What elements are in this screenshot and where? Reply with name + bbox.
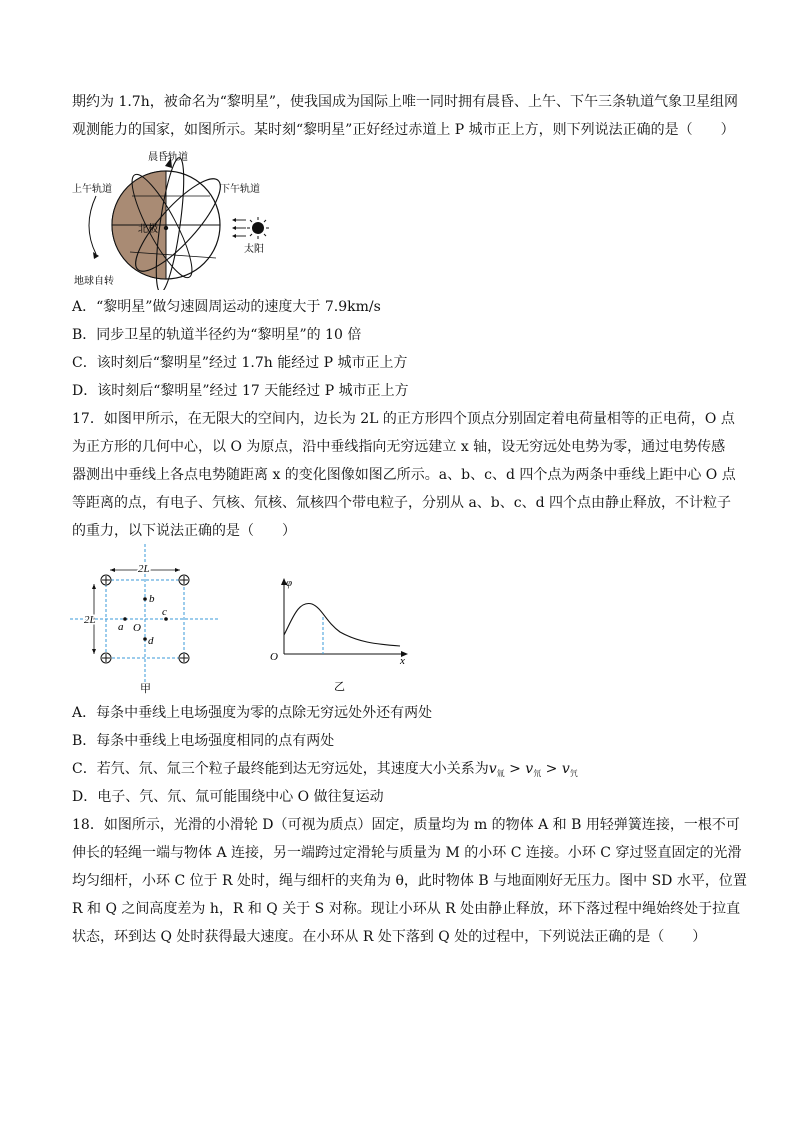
caption-jia: 甲	[140, 682, 151, 695]
q18-stem-line-5: 状态，环到达 Q 处时获得最大速度。在小环从 R 处下落到 Q 处的过程中，下列说法正确的是（ ）	[72, 929, 707, 945]
label-north-pole: 北极	[138, 224, 158, 235]
v-symbol: v	[561, 761, 570, 777]
q17-option-b: B．每条中垂线上电场强度相同的点有两处	[72, 733, 335, 749]
north-pole-dot	[164, 226, 168, 230]
q16-option-c: C．该时刻后“黎明星”经过 1.7h 能经过 P 城市正上方	[72, 355, 408, 371]
q16-stem-line-1: 期约为 1.7h，被命名为“黎明星”，使我国成为国际上唯一同时拥有晨昏、上午、下午三条轨道气象卫星组网	[72, 94, 739, 110]
axis-label-phi: φ	[286, 577, 293, 589]
point-a	[123, 617, 127, 621]
point-b	[143, 597, 147, 601]
label-b: b	[149, 593, 155, 605]
label-sun: 太阳	[244, 244, 264, 255]
sunlight-arrows	[236, 220, 246, 236]
q16-stem-line-2: 观测能力的国家，如图所示。某时刻“黎明星”正好经过赤道上 P 城市正上方，则下列说法正确的是（ ）	[72, 122, 735, 138]
q16-option-a: A．“黎明星”做匀速圆周运动的速度大于 7.9km/s	[72, 299, 381, 315]
q17-stem-line-4: 等距离的点，有电子、氕核、氘核、氚核四个带电粒子，分别从 a、b、c、d 四个点由静止释放，不计粒子	[72, 495, 732, 511]
q16-option-b: B．同步卫星的轨道半径约为“黎明星”的 10 倍	[72, 327, 362, 343]
rotation-arc	[89, 196, 96, 254]
q17-option-d: D．电子、氕、氘、氚可能围绕中心 O 做往复运动	[72, 789, 384, 805]
q18-stem-line-1: 18．如图所示，光滑的小滑轮 D（可视为质点）固定，质量均为 m 的物体 A 和 B 用轻弹簧连接，一根不可	[72, 817, 740, 833]
q18-stem-line-2: 伸长的轻绳一端与物体 A 连接，另一端跨过定滑轮与质量为 M 的小环 C 连接。小环 C 穿过竖直固定的光滑	[72, 845, 742, 861]
q17-stem-line-5: 的重力，以下说法正确的是（ ）	[72, 523, 296, 539]
v-symbol: v	[525, 761, 534, 777]
label-earth-rotation: 地球自转	[74, 276, 114, 287]
label-2L-left: 2L	[84, 614, 96, 626]
label-d: d	[148, 635, 154, 647]
label-morning-orbit: 上午轨道	[72, 184, 112, 195]
label-O: O	[133, 622, 141, 634]
q17-stem-line-1: 17．如图甲所示，在无限大的空间内，边长为 2L 的正方形四个顶点分别固定着电荷量相等的正电荷，O 点	[72, 411, 735, 427]
point-d	[143, 637, 147, 641]
sun-icon	[252, 222, 264, 234]
q18-stem-line-3: 均匀细杆，小环 C 位于 R 处时，绳与细杆的夹角为 θ，此时物体 B 与地面刚好无压力。图中 SD 水平，位置	[72, 873, 747, 889]
label-2L-top: 2L	[138, 563, 150, 575]
potential-graph	[262, 572, 422, 696]
q16-option-d: D．该时刻后“黎明星”经过 17 天能经过 P 城市正上方	[72, 383, 409, 399]
q17-option-a: A．每条中垂线上电场强度为零的点除无穷远处外还有两处	[72, 705, 433, 721]
label-afternoon-orbit: 下午轨道	[220, 184, 260, 195]
satellite-orbit-figure	[60, 148, 300, 290]
q18-stem-line-4: R 和 Q 之间高度差为 h，R 和 Q 关于 S 对称。现让小环从 R 处由静止释放，环下落过程中绳始终处于拉直	[72, 901, 741, 917]
q17-option-c	[72, 759, 578, 784]
positive-charge	[101, 575, 111, 585]
positive-charge	[179, 575, 189, 585]
label-dawn-orbit: 晨昏轨道	[148, 152, 188, 163]
v-symbol: v	[488, 761, 497, 777]
q17-stem-line-2: 为正方形的几何中心，以 O 为原点，沿中垂线指向无穷远建立 x 轴，设无穷远处电势为零，通过电势传感	[72, 439, 726, 455]
potential-curve	[284, 603, 400, 646]
positive-charge	[101, 653, 111, 663]
origin-label-O: O	[270, 651, 278, 663]
q17-option-c-text: C．若氕、氘、氚三个粒子最终能到达无穷远处，其速度大小关系为	[72, 761, 489, 777]
label-a: a	[118, 621, 124, 633]
gt-symbol: >	[509, 761, 521, 777]
positive-charge	[179, 653, 189, 663]
axis-label-x: x	[400, 655, 405, 667]
charge-square-figure	[66, 542, 236, 698]
v-subscript-tritium: 氚	[496, 769, 505, 778]
v-subscript-deuterium: 氘	[533, 769, 542, 778]
caption-yi: 乙	[334, 680, 345, 693]
q17-stem-line-3: 器测出中垂线上各点电势随距离 x 的变化图像如图乙所示。a、b、c、d 四个点为两条中垂线上距中心 O 点	[72, 467, 736, 483]
gt-symbol: >	[545, 761, 558, 777]
v-subscript-protium: 氕	[569, 769, 578, 778]
label-c: c	[162, 606, 167, 618]
